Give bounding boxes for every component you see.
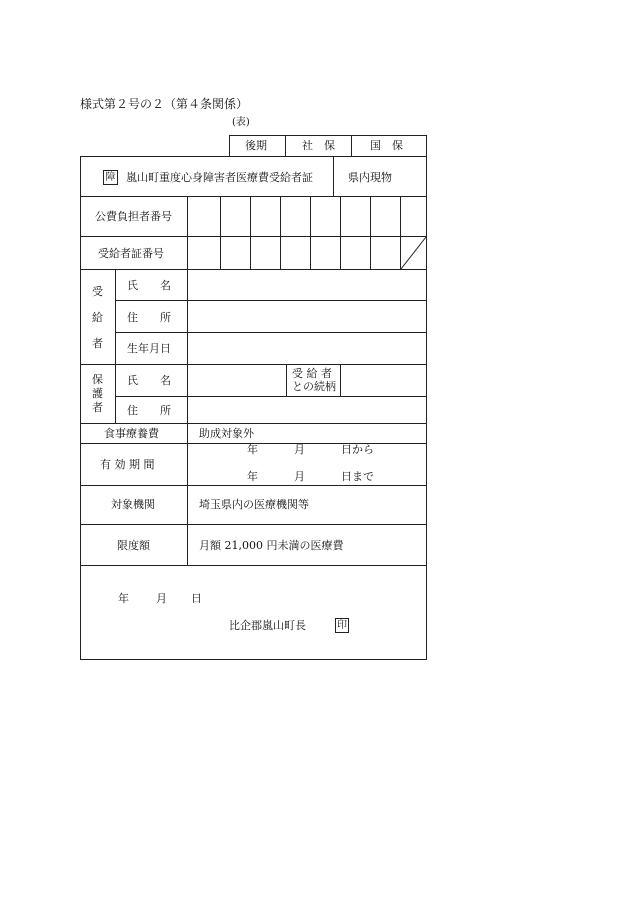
guardian-group-char-1: 保 bbox=[92, 373, 103, 386]
recipient-address-label: 住 所 bbox=[127, 311, 171, 324]
guardian-name-label: 氏 名 bbox=[127, 374, 171, 387]
recipient-group-char-3: 者 bbox=[92, 337, 103, 350]
payer-number-label: 公費負担者番号 bbox=[95, 210, 172, 223]
disability-badge: 障 bbox=[103, 170, 118, 185]
validity-from-day: 日から bbox=[341, 443, 374, 456]
guardian-group-char-3: 者 bbox=[92, 401, 103, 414]
form-title: 様式第２号の２（第４条関係） bbox=[80, 97, 249, 111]
certificate-title: 嵐山町重度心身障害者医療費受給者証 bbox=[126, 171, 313, 184]
category-tab-2: 社 保 bbox=[302, 139, 335, 152]
institution-label: 対象機関 bbox=[111, 498, 155, 511]
void-cell-slash bbox=[400, 236, 427, 270]
category-tab-1: 後期 bbox=[245, 139, 267, 152]
meal-cost-label: 食事療養費 bbox=[104, 427, 159, 440]
recipient-number-label: 受給者証番号 bbox=[98, 247, 164, 260]
meal-cost-value: 助成対象外 bbox=[199, 427, 254, 440]
validity-from-month: 月 bbox=[294, 443, 305, 456]
limit-value: 月額 21,000 円未満の医療費 bbox=[199, 539, 344, 552]
guardian-address-label: 住 所 bbox=[127, 404, 171, 417]
certificate-type: 県内現物 bbox=[348, 171, 392, 184]
guardian-relation-label-1: 受 給 者 bbox=[292, 367, 332, 380]
recipient-group-char-2: 給 bbox=[92, 311, 103, 324]
issue-year: 年 bbox=[118, 592, 129, 605]
institution-value: 埼玉県内の医療機関等 bbox=[199, 498, 309, 511]
validity-to-month: 月 bbox=[294, 470, 305, 483]
issue-day: 日 bbox=[191, 592, 202, 605]
category-tab-3: 国 保 bbox=[370, 139, 403, 152]
recipient-group-char-1: 受 bbox=[92, 285, 103, 298]
validity-to-year: 年 bbox=[247, 470, 258, 483]
validity-label: 有 効 期 間 bbox=[100, 458, 155, 471]
issuer-name: 比企郡嵐山町長 bbox=[229, 619, 306, 632]
validity-from-year: 年 bbox=[247, 443, 258, 456]
side-label: (表) bbox=[232, 117, 250, 128]
guardian-group-char-2: 護 bbox=[92, 387, 103, 400]
recipient-dob-label: 生年月日 bbox=[127, 342, 171, 355]
official-seal: 印 bbox=[337, 620, 347, 631]
issue-month: 月 bbox=[156, 592, 167, 605]
guardian-relation-label-2: との続柄 bbox=[292, 380, 336, 393]
validity-to-day: 日まで bbox=[341, 470, 374, 483]
limit-label: 限度額 bbox=[117, 539, 150, 552]
recipient-name-label: 氏 名 bbox=[127, 279, 171, 292]
